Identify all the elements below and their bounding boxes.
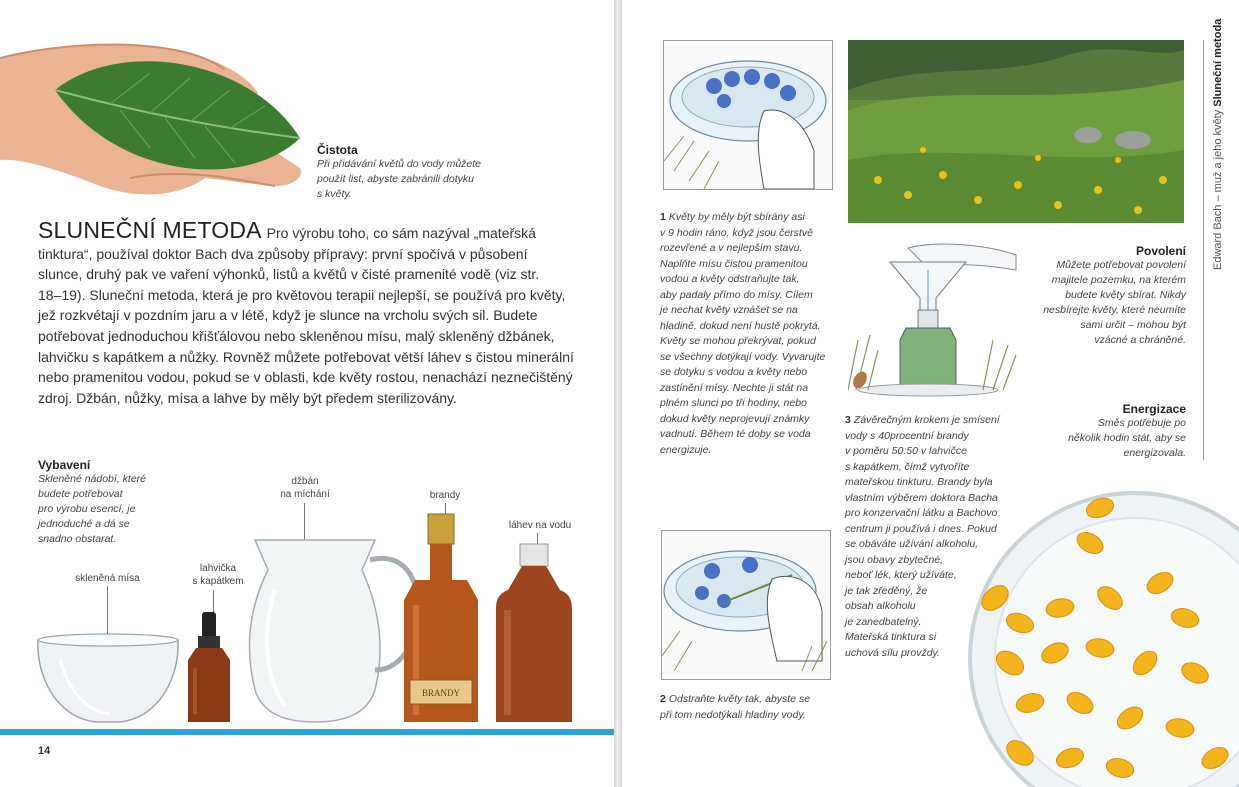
caption-cistota-title: Čistota: [317, 143, 358, 157]
water-bottle: [496, 544, 572, 722]
step-3-line: vlastním výběrem doktora Bacha: [845, 491, 998, 504]
caption-vybaveni-line: jednoduché a dá se: [38, 518, 130, 530]
step-3-line: jsou obavy zbytečné,: [845, 553, 944, 566]
caption-cistota-line: použít list, abyste zabránili dotyku: [317, 173, 474, 185]
step-3-line: Závěrečným krokem je smísení: [853, 414, 1000, 426]
body-line: slunce, druhý pak ve vaření výhonků, listů a květů v čisté pramenité vodě (viz str.: [38, 266, 540, 283]
caption-povoleni: [1020, 244, 1186, 348]
book-gutter: [614, 0, 622, 787]
dropper-bottle: [188, 612, 230, 722]
caption-vybaveni-line: budete potřebovat: [38, 488, 123, 500]
step-1-line: zastínění mísy. Nechte ji stát na: [660, 381, 809, 394]
step-1-line: se dotyku s vodou a květy nebo: [660, 366, 808, 378]
step-1-line: dokud květy neprojevují známky: [660, 412, 810, 425]
body-line: tinktura“, používal doktor Bach dva způsoby přípravy: první spočívá v působení: [38, 245, 528, 262]
step-3-line: obsah alkoholu: [845, 600, 916, 612]
caption-povoleni-line: budete květy sbírat. Nikdy: [1065, 289, 1186, 301]
step-3-line: Mateřská tinktura si: [845, 631, 937, 643]
main-text-block: [38, 217, 614, 408]
left-page: [0, 0, 614, 787]
step-3-line: mateřskou tinkturu. Brandy byla: [845, 476, 993, 488]
step-1-line: hladině, dokud není hustě pokrytá.: [660, 319, 821, 332]
step-2-number: 2: [660, 693, 666, 705]
step-3-line: se obáváte užívání alkoholu,: [845, 538, 979, 550]
body-line: zdroj. Džbán, nůžky, mísa a lahve by měly být předem sterilizovány.: [38, 389, 457, 406]
body-line: Pro výrobu toho, co sám nazýval „mateřská: [266, 225, 536, 241]
step-1-line: v 9 hodin ráno, když jsou čerstvě: [660, 226, 813, 239]
caption-povoleni-line: Můžete potřebovat povolení: [1056, 259, 1186, 271]
step-3-line: vody s 40procentní brandy: [845, 429, 969, 442]
step-1-line: plném slunci po tři hodiny, nebo: [660, 397, 807, 409]
caption-vybaveni-title: Vybavení: [38, 458, 91, 472]
removing-flowers-drawing: [662, 531, 830, 679]
step-1-line: vadnutí. Během té doby se voda: [660, 428, 811, 440]
step-3-line: je zanedbatelný.: [845, 615, 922, 628]
step-2-text: [660, 692, 840, 723]
caption-vybaveni-line: pro výrobu esencí, je: [38, 503, 136, 515]
label-bowl: skleněná mísa: [75, 573, 140, 584]
bowl-with-petals-photo: [960, 488, 1239, 787]
accent-bar: [0, 729, 614, 735]
step-1-line: energizuje.: [660, 443, 712, 456]
section-heading: SLUNEČNÍ METODA: [38, 217, 262, 243]
caption-energizace-title: Energizace: [1122, 402, 1186, 416]
glass-jug: [249, 540, 418, 722]
step-1-line: se všechny dotýkají vody. Vyvarujte: [660, 350, 826, 363]
brandy-label-text: BRANDY: [421, 688, 461, 698]
step-1-number: 1: [660, 211, 666, 223]
step-3-line: uchová sílu provždy.: [845, 646, 940, 659]
caption-energizace-line: Směs potřebuje po: [1097, 417, 1186, 429]
caption-vybaveni-line: snadno obstarat.: [38, 533, 117, 545]
brandy-bottle: [404, 514, 478, 722]
caption-energizace-line: energizovala.: [1123, 447, 1186, 459]
side-rule: [1203, 40, 1204, 460]
caption-povoleni-line: sami určit – mohou být: [1080, 319, 1186, 331]
body-line: lahvičku s kapátkem a nůžky. Rovněž můžete potřebovat větší láhev s čistou minerální: [38, 348, 574, 365]
caption-energizace: [1030, 402, 1186, 461]
step-3-line: s kapátkem, čímž vytvoříte: [845, 460, 970, 473]
step-3-line: je tak zředěný, že: [845, 584, 928, 597]
step-1-line: Květy by měly být sbírány asi: [668, 211, 805, 223]
illustration-funnel-bottle: [848, 240, 1018, 400]
label-dropper-line: s kapátkem: [192, 576, 244, 587]
caption-cistota-line: Při přidávání květů do vody můžete: [317, 158, 482, 170]
running-title-author: Edward Bach – muž a jeho květy: [1212, 109, 1224, 270]
step-1-line: Květy se mohou překrývat, pokud: [660, 335, 816, 347]
meadow-photo: [848, 40, 1184, 223]
step-1-line: je nechat květy vznášet se na: [660, 304, 798, 316]
body-line: nebo pramenitou vodou, pokud se v oblasti, kde květy rostou, nenachází neznečištěný: [38, 369, 573, 386]
meadow-drawing: [848, 40, 1184, 223]
caption-povoleni-line: vzácné a chráněné.: [1094, 334, 1186, 346]
caption-energizace-line: několik hodin stát, aby se: [1068, 432, 1186, 444]
label-jug-line: na míchání: [280, 489, 330, 500]
page-number: 14: [38, 745, 51, 757]
illustration-removing-flowers: [661, 530, 831, 680]
body-line: jež rozkvétají v pozdním jaru a v létě, když je slunce na vrcholu svých sil. Budete: [38, 307, 538, 324]
running-title: [1212, 18, 1224, 270]
caption-cistota: [317, 143, 517, 202]
step-1-text: [660, 210, 840, 458]
label-dropper-line: lahvička: [199, 563, 237, 574]
bowl-flowers-drawing: [664, 41, 832, 189]
equipment-illustration: [30, 500, 610, 732]
illustration-bowl-flowers: [663, 40, 833, 190]
glass-bowl: [38, 634, 178, 722]
caption-vybaveni-line: Skleněné nádobí, které: [38, 473, 146, 485]
caption-cistota-line: s květy.: [317, 188, 352, 200]
body-line: 18–19). Sluneční metoda, která je pro květovou terapii nejlepší, se používá pro květy,: [38, 286, 566, 303]
step-1-line: rozevřené a v nejlepším stavu.: [660, 242, 803, 254]
step-3-line: pro konzervační látku a Bachovo: [845, 507, 998, 519]
label-brandy: brandy: [429, 490, 461, 501]
caption-povoleni-line: majitele pozemku, na kterém: [1051, 274, 1186, 286]
step-2-line: Odstraňte květy tak, abyste se: [668, 693, 811, 705]
label-jug: [265, 475, 345, 501]
step-3-line: centrum ji používá i dnes. Pokud: [845, 522, 997, 535]
running-title-section: Sluneční metoda: [1212, 18, 1224, 107]
label-jug-line: džbán: [291, 476, 319, 487]
step-3-number: 3: [845, 414, 851, 426]
caption-povoleni-line: nesbírejte květy, které neumíte: [1043, 304, 1186, 316]
step-2-line: při tom nedotýkali hladiny vody.: [660, 708, 806, 721]
step-3-line: neboť lék, který užíváte,: [845, 569, 957, 581]
caption-povoleni-title: Povolení: [1135, 244, 1186, 258]
step-1-line: Naplňte mísu čistou pramenitou: [660, 257, 808, 270]
body-line: potřebovat jednoduchou křišťálovou nebo skleněnou mísu, malý skleněný džbánek,: [38, 327, 555, 344]
step-3-line: v poměru 50:50 v lahvičce: [845, 445, 967, 457]
hand-with-leaf-image: [0, 18, 310, 208]
step-1-line: vodou a květy odstraňujte tak,: [660, 273, 800, 285]
step-1-line: aby padaly přímo do mísy. Cílem: [660, 288, 813, 301]
label-water-bottle: láhev na vodu: [508, 520, 572, 531]
